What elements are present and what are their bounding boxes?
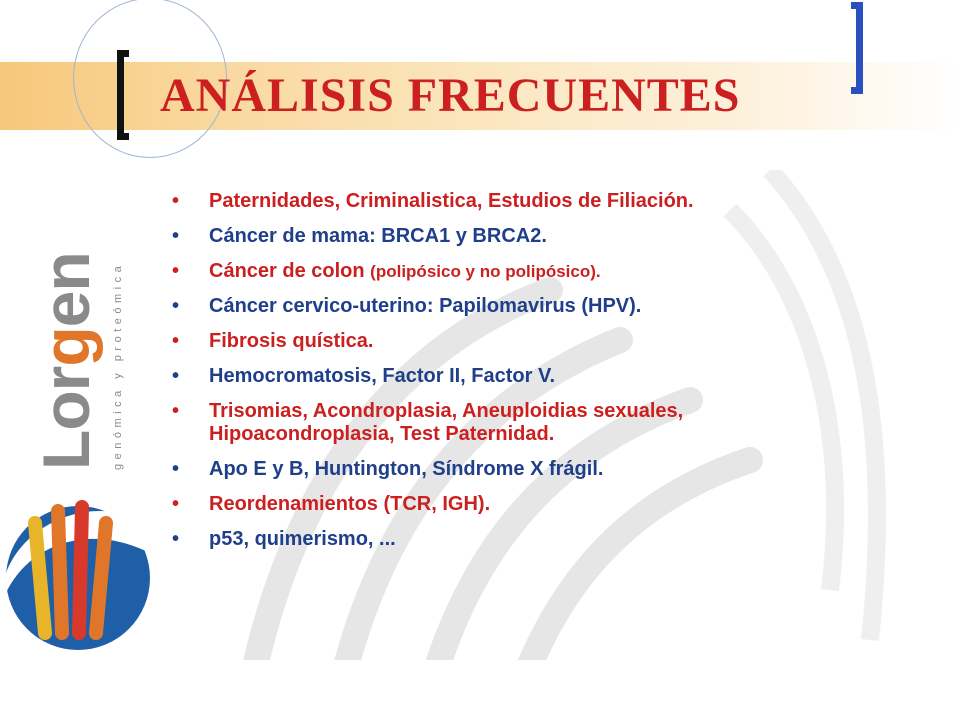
list-item: • Reordenamientos (TCR, IGH). [172, 493, 892, 516]
list-item: • p53, quimerismo, ... [172, 528, 892, 551]
logo-wordmark [28, 252, 104, 470]
list-item: • Cáncer cervico-uterino: Papilomavirus (HPV). [172, 295, 892, 318]
logo-tagline: genómica y proteómica [112, 261, 124, 470]
list-item: • Apo E y B, Huntington, Síndrome X frágil. [172, 458, 892, 481]
logo-word-accent: g [29, 327, 103, 367]
logo-word-end: en [29, 252, 103, 328]
left-bracket-decoration [117, 50, 129, 140]
list-item-note: (polipósico y no polipósico). [370, 262, 601, 281]
logo-hand-icon [0, 483, 160, 653]
logo-word-start: Lor [29, 366, 103, 470]
list-item: • Paternidades, Criminalistica, Estudios de Filiación. [172, 190, 892, 213]
slide-title: ANÁLISIS FRECUENTES [160, 69, 741, 122]
list-item: • Cáncer de colon (polipósico y no polipósico). [172, 260, 892, 283]
list-item: • Cáncer de mama: BRCA1 y BRCA2. [172, 225, 892, 248]
list-item: • Fibrosis quística. [172, 330, 892, 353]
list-item: • Hemocromatosis, Factor II, Factor V. [172, 365, 892, 388]
analysis-list [172, 190, 892, 563]
list-item: • Trisomias, Acondroplasia, Aneuploidias sexuales, Hipoacondroplasia, Test Paternidad. [172, 400, 892, 446]
right-bracket-decoration [851, 2, 863, 94]
